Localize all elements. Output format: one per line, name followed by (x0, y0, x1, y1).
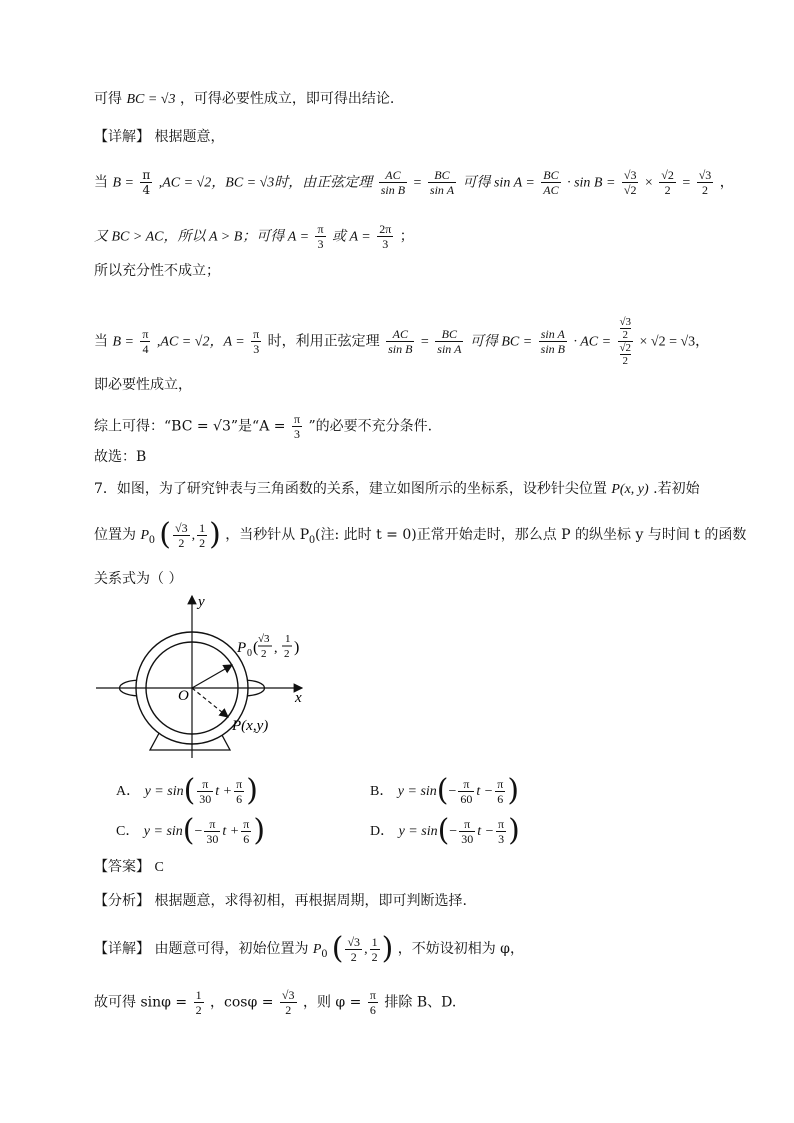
math: B = (112, 175, 134, 191)
denominator: 3 (498, 831, 505, 846)
analysis-line (94, 892, 467, 910)
fraction (496, 817, 506, 846)
p0-frac2-num: 1 (285, 633, 291, 645)
fraction (280, 988, 297, 1017)
math: 或 A = (332, 229, 371, 245)
text: (注: 此时 t = 0)正常开始走时，那么点 P 的纵坐标 y 与时间 t 的函数 (314, 527, 747, 543)
denominator: 2 (285, 1003, 292, 1017)
math: · AC = (573, 334, 612, 350)
section-tag: 【答案】 (94, 859, 150, 875)
p0-comma: , (274, 641, 278, 656)
text: 综上可得：“BC = √3”是“A = (94, 418, 286, 435)
math: 又 BC > AC，所以 A > B；可得 A = (94, 229, 310, 245)
numerator: 1 (195, 988, 202, 1002)
fraction (495, 777, 505, 806)
text: 故选：B (94, 449, 147, 465)
fraction (539, 327, 567, 356)
numerator: π (293, 412, 300, 426)
numerator: π (498, 816, 505, 831)
inner-numerator: √2 (619, 342, 632, 354)
denominator: 30 (199, 791, 212, 806)
denominator: sin B (388, 342, 413, 356)
denominator: 30 (206, 831, 219, 846)
sign: − (448, 784, 457, 799)
section-tag: 【详解】 (94, 941, 150, 957)
numerator: π (243, 816, 250, 831)
math: t − (477, 824, 495, 839)
line-summary (94, 412, 432, 441)
denominator (618, 342, 634, 367)
detail-line-2 (94, 988, 456, 1017)
numerator: π (317, 222, 324, 236)
text: ，不妨设初相为 φ， (397, 941, 524, 957)
numerator: π (497, 776, 504, 791)
text: ，cosφ = (210, 994, 274, 1011)
line-sine-law-1 (94, 168, 734, 197)
fraction (173, 521, 190, 550)
line-sufficiency-fails (94, 262, 220, 280)
line-bc-conclusion (94, 90, 394, 109)
left-paren: ( (159, 517, 172, 552)
fraction (377, 222, 393, 251)
answer-value: C (154, 860, 164, 875)
fraction (370, 935, 380, 964)
line-choice-b (94, 448, 146, 466)
fraction (541, 168, 560, 197)
subscript: 0 (309, 532, 315, 546)
answer-line (94, 858, 164, 877)
numerator: BC (428, 168, 456, 183)
left-paren: ( (437, 813, 450, 848)
subscript: 0 (149, 532, 155, 546)
denominator: 3 (293, 427, 300, 441)
equation: BC = √3 (126, 92, 176, 107)
fraction (435, 327, 463, 356)
text: 排除 B、D. (384, 994, 457, 1011)
option-letter: D． (370, 824, 395, 839)
right-paren: ) (246, 773, 258, 808)
section-tag: 【详解】 (94, 129, 150, 145)
numerator: π (459, 817, 475, 832)
fraction (292, 412, 302, 441)
fraction (315, 222, 325, 251)
p0-label: P (237, 640, 247, 656)
fraction (204, 817, 220, 846)
comma: , (364, 942, 368, 957)
option-c[interactable] (116, 813, 266, 848)
option-d[interactable] (370, 813, 520, 848)
text: 当 (94, 174, 108, 191)
math: t − (476, 784, 494, 799)
denominator: 3 (382, 237, 389, 251)
numerator: π (458, 777, 474, 792)
numerator: BC (435, 327, 463, 342)
origin-label: O (178, 688, 189, 704)
text: 即必要性成立， (94, 377, 192, 393)
numerator: √3 (281, 988, 295, 1002)
math: t + (222, 824, 240, 839)
denominator: 6 (243, 831, 250, 846)
math: ,AC = √2，A = (156, 334, 245, 350)
fraction (345, 935, 362, 964)
math: y = sin (398, 824, 438, 839)
math: P (312, 942, 322, 957)
math: t + (215, 784, 233, 799)
denominator: sin B (380, 183, 406, 197)
math: × √2 = √3， (639, 334, 710, 350)
question-7-line-2 (94, 517, 747, 552)
text: 根据题意，求得初相，再根据周期，即可判断选择. (154, 893, 467, 909)
numerator: π (236, 776, 243, 791)
fraction (251, 327, 261, 356)
denominator: AC (543, 183, 559, 197)
left-paren: ( (436, 773, 449, 808)
x-axis-label: x (295, 690, 302, 706)
denominator: sin A (437, 342, 462, 356)
left-paren: ( (182, 813, 195, 848)
fraction (197, 777, 213, 806)
text: ， (719, 174, 734, 191)
fraction (379, 168, 407, 197)
text: ，当秒针从 P (225, 527, 310, 543)
detail-line-1 (94, 931, 524, 966)
numerator: π (253, 327, 260, 341)
p0-rparen: ) (294, 639, 300, 656)
denominator: 30 (461, 831, 474, 846)
fraction (459, 817, 475, 846)
text: 7．如图，为了研究钟表与三角函数的关系，建立如图所示的坐标系，设秒针尖位置 (94, 481, 607, 497)
line-sine-law-2 (94, 316, 709, 367)
text: 根据题意， (154, 129, 225, 145)
option-a[interactable] (116, 773, 258, 808)
denominator: 3 (317, 237, 324, 251)
p0-subscript: 0 (247, 648, 252, 659)
text: ，可得必要性成立，即可得出结论. (179, 91, 395, 107)
text: 位置为 (94, 527, 136, 543)
p0-frac1-den: 2 (261, 648, 267, 660)
numerator: √2 (661, 168, 674, 182)
text: ； (399, 228, 414, 245)
denominator: 2 (701, 183, 708, 197)
math: = (420, 334, 429, 350)
sign: − (194, 824, 203, 839)
text: 当 (94, 333, 108, 350)
text: 时，利用正弦定理 (267, 333, 380, 350)
sign: − (449, 824, 458, 839)
numerator: √3 (698, 168, 712, 182)
denominator: 6 (497, 791, 504, 806)
line-angle-cases (94, 222, 414, 251)
math: y = sin (397, 784, 437, 799)
inner-denominator: 2 (622, 329, 629, 341)
text: ，则 φ = (302, 994, 362, 1011)
right-paren: ) (508, 813, 520, 848)
inner-denominator: 2 (622, 355, 629, 367)
question-7-line-3 (94, 570, 182, 588)
numerator: AC (386, 327, 414, 342)
text: 故可得 sinφ = (94, 994, 188, 1011)
numerator: π (197, 777, 213, 792)
numerator: sin A (539, 327, 567, 342)
math: y = sin (143, 824, 183, 839)
denominator: 4 (142, 183, 151, 197)
fraction (428, 168, 456, 197)
text: 所以充分性不成立； (94, 263, 220, 279)
denominator: 6 (236, 791, 243, 806)
denominator: √2 (623, 183, 637, 197)
numerator: √3 (347, 934, 361, 949)
fraction (458, 777, 474, 806)
fraction (697, 168, 714, 197)
math: y = sin (144, 784, 184, 799)
right-paren: ) (507, 773, 520, 808)
fraction (386, 327, 414, 356)
text: 关系式为（ ） (94, 571, 183, 587)
compound-fraction (618, 316, 634, 367)
denominator: 2 (178, 535, 185, 550)
denominator: 6 (369, 1003, 376, 1017)
math: B = (112, 334, 134, 350)
line-necessity-holds (94, 376, 192, 394)
fraction (622, 168, 639, 197)
denominator: 2 (195, 1003, 202, 1017)
text: .若初始 (653, 481, 700, 497)
section-tag: 【分析】 (94, 893, 150, 909)
numerator: π (204, 817, 220, 832)
fraction (197, 521, 207, 550)
denominator: 4 (142, 342, 149, 356)
numerator: 1 (371, 934, 378, 949)
math: = (682, 175, 691, 191)
denominator: sin A (429, 183, 455, 197)
right-paren: ) (209, 517, 221, 552)
denominator: 2 (371, 949, 378, 964)
math: 可得 sin A = (462, 175, 535, 191)
denominator: 2 (199, 535, 206, 550)
y-axis-label: y (198, 594, 205, 610)
text: 可得 (94, 91, 122, 107)
right-paren: ) (253, 813, 266, 848)
math: · sin B = (567, 175, 616, 191)
numerator: 2π (379, 222, 392, 236)
fraction (140, 327, 150, 356)
text: ”的必要不充分条件. (308, 418, 433, 435)
numerator: π (142, 168, 151, 182)
line-detail-heading (94, 128, 224, 146)
denominator: sin B (540, 342, 565, 356)
text: 由题意可得，初始位置为 (154, 941, 309, 957)
question-7-line-1 (94, 480, 700, 499)
p0-frac2-den: 2 (284, 648, 290, 660)
comma: , (191, 528, 196, 543)
math: 可得 BC = (469, 334, 533, 350)
option-letter: C． (116, 824, 140, 839)
fraction (140, 168, 152, 197)
numerator: AC (379, 168, 407, 183)
numerator: BC (543, 168, 559, 182)
math: P (140, 528, 150, 543)
fraction (368, 988, 378, 1017)
p-label: P(x,y) (232, 718, 269, 734)
denominator: 2 (664, 183, 671, 197)
option-letter: B． (370, 784, 394, 799)
denominator: 2 (350, 949, 357, 964)
clock-figure (92, 592, 322, 762)
numerator: √3 (623, 168, 637, 182)
right-paren: ) (381, 931, 394, 966)
numerator: √3 (175, 520, 188, 535)
p0-lparen: ( (253, 639, 259, 656)
subscript: 0 (321, 946, 328, 960)
denominator: 60 (460, 791, 473, 806)
left-paren: ( (183, 773, 196, 808)
fraction (241, 817, 251, 846)
numerator (618, 316, 634, 342)
fraction (659, 168, 676, 197)
math: × (644, 175, 653, 191)
numerator: π (142, 327, 149, 341)
denominator: 3 (253, 342, 260, 356)
numerator: 1 (199, 520, 206, 535)
numerator: π (369, 988, 376, 1002)
math: P(x, y) (611, 482, 649, 497)
math: = (413, 175, 422, 191)
option-b[interactable] (370, 773, 520, 808)
inner-numerator: √3 (619, 316, 632, 328)
left-paren: ( (331, 931, 344, 966)
fraction (194, 988, 204, 1017)
fraction (234, 777, 244, 806)
p0-frac1-num: √3 (258, 633, 270, 645)
math: ,AC = √2，BC = √3时，由正弦定理 (158, 175, 373, 191)
option-letter: A． (116, 784, 141, 799)
